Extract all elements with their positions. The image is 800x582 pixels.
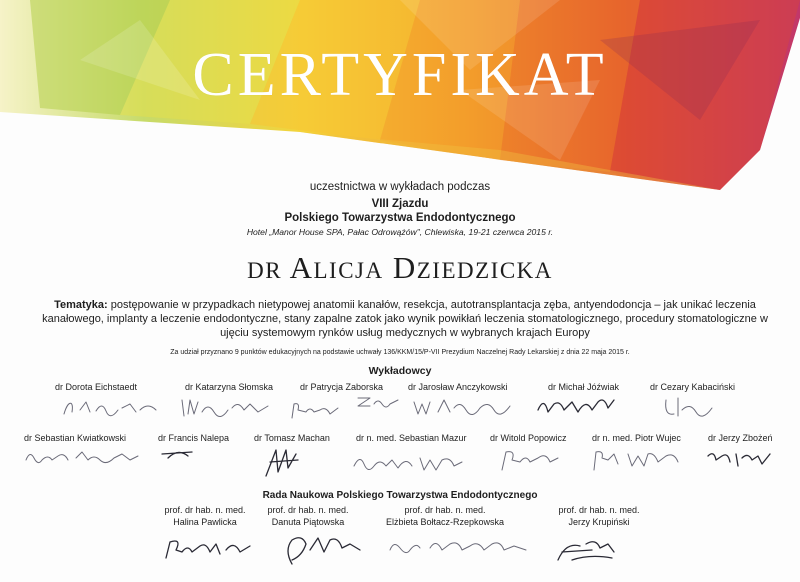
- name-initial-2: D: [392, 250, 417, 285]
- lecturers-heading: Wykładowcy: [368, 365, 432, 377]
- signature-slomska: [178, 394, 273, 420]
- recipient-name: [0, 250, 800, 286]
- lecturer-name: dr Dorota Eichstaedt: [55, 382, 138, 392]
- board-member: [370, 504, 520, 528]
- board-member-title: prof. dr hab. n. med.: [267, 505, 349, 515]
- board-heading: Rada Naukowa Polskiego Towarzystwa Endodontycznego: [262, 490, 538, 501]
- board-member-title: prof. dr hab. n. med.: [164, 505, 246, 515]
- points-note: Za udział przyznano 9 punktów edukacyjnych na podstawie uchwały 136/KKM/15/P-VII Prezydium Naczelnej Rady Lekarskiej z dnia 22 maja 2015 r.: [170, 349, 630, 356]
- board-member-name: Halina Pawlicka: [173, 517, 237, 527]
- board-member: [544, 504, 654, 528]
- signature-anczykowski: [410, 394, 520, 420]
- signature-kwiatkowski: [22, 446, 147, 466]
- topics-paragraph: [40, 298, 770, 340]
- signature-pawlicka: [160, 534, 260, 562]
- lecturer-name: dr Patrycja Zaborska: [300, 382, 384, 392]
- lecturer-name: dr Jerzy Zbożeń: [708, 433, 773, 443]
- signature-zbozen: [704, 446, 774, 470]
- lecturer-name: dr Cezary Kabaciński: [650, 382, 736, 392]
- signature-wujec: [588, 446, 688, 474]
- board-member-name: Jerzy Krupiński: [568, 517, 630, 527]
- signature-popowicz: [496, 446, 566, 474]
- board-member: [155, 504, 255, 528]
- lecturer-name: dr Francis Nalepa: [158, 433, 230, 443]
- board-member: [258, 504, 358, 528]
- signature-patrycja: [288, 398, 348, 420]
- name-initial-1: A: [289, 250, 314, 285]
- lecturer-name: dr n. med. Sebastian Mazur: [356, 433, 467, 443]
- lecturer-name: dr Witold Popowicz: [490, 433, 567, 443]
- board-member-title: prof. dr hab. n. med.: [558, 505, 640, 515]
- signature-nalepa: [158, 444, 198, 462]
- venue-text: Hotel „Manor House SPA, Pałac Odrowążów", Chlewiska, 19-21 czerwca 2015 r.: [246, 227, 554, 237]
- event-line-1: VIII Zjazdu: [371, 198, 429, 210]
- topics-label: Tematyka:: [54, 299, 108, 311]
- signature-eichstaedt: [60, 396, 165, 420]
- signature-piatowska: [280, 530, 370, 570]
- name-rest-2: ZIEDZICKA: [416, 258, 553, 283]
- lecturer-name: dr n. med. Piotr Wujec: [592, 433, 681, 443]
- board-member-name: Danuta Piątowska: [271, 517, 345, 527]
- board-member-title: prof. dr hab. n. med.: [404, 505, 486, 515]
- signature-boltacz-rzepkowska: [386, 534, 536, 560]
- recipient-prefix: DR: [247, 258, 283, 283]
- lecturer-name: dr Jarosław Anczykowski: [408, 382, 508, 392]
- signature-krupinski: [552, 532, 622, 566]
- signature-mazur: [350, 450, 470, 474]
- signature-jozwiak: [534, 392, 619, 420]
- lecturer-name: dr Katarzyna Słomska: [185, 382, 274, 392]
- signature-zaborska: [354, 392, 404, 410]
- topics-text: postępowanie w przypadkach nietypowej anatomii kanałów, resekcja, autotransplantacja zęba, antyendodoncja – jak unikać leczenia kanałowego, implanty a leczenie endodontyczne, stany zapalne zatok jako wynik powikłań leczenia stomatologicznego, procedury stomatologiczne w ujęciu systemowym rynków usług medycznych w wybranych krajach Europy: [42, 299, 768, 339]
- lecturer-name: dr Sebastian Kwiatkowski: [24, 433, 127, 443]
- intro-text: uczestnictwa w wykładach podczas: [309, 181, 491, 193]
- lecturer-name: dr Tomasz Machan: [254, 433, 330, 443]
- event-line-2: Polskiego Towarzystwa Endodontycznego: [284, 212, 516, 224]
- board-member-name: Elżbieta Bołtacz-Rzepkowska: [385, 517, 505, 527]
- name-rest-1: LICJA: [313, 258, 384, 283]
- lecturer-name: dr Michał Jóźwiak: [548, 382, 620, 392]
- signature-machan: [262, 444, 302, 480]
- certificate-title: CERTYFIKAT: [192, 41, 608, 109]
- signature-kabacinski: [660, 394, 720, 420]
